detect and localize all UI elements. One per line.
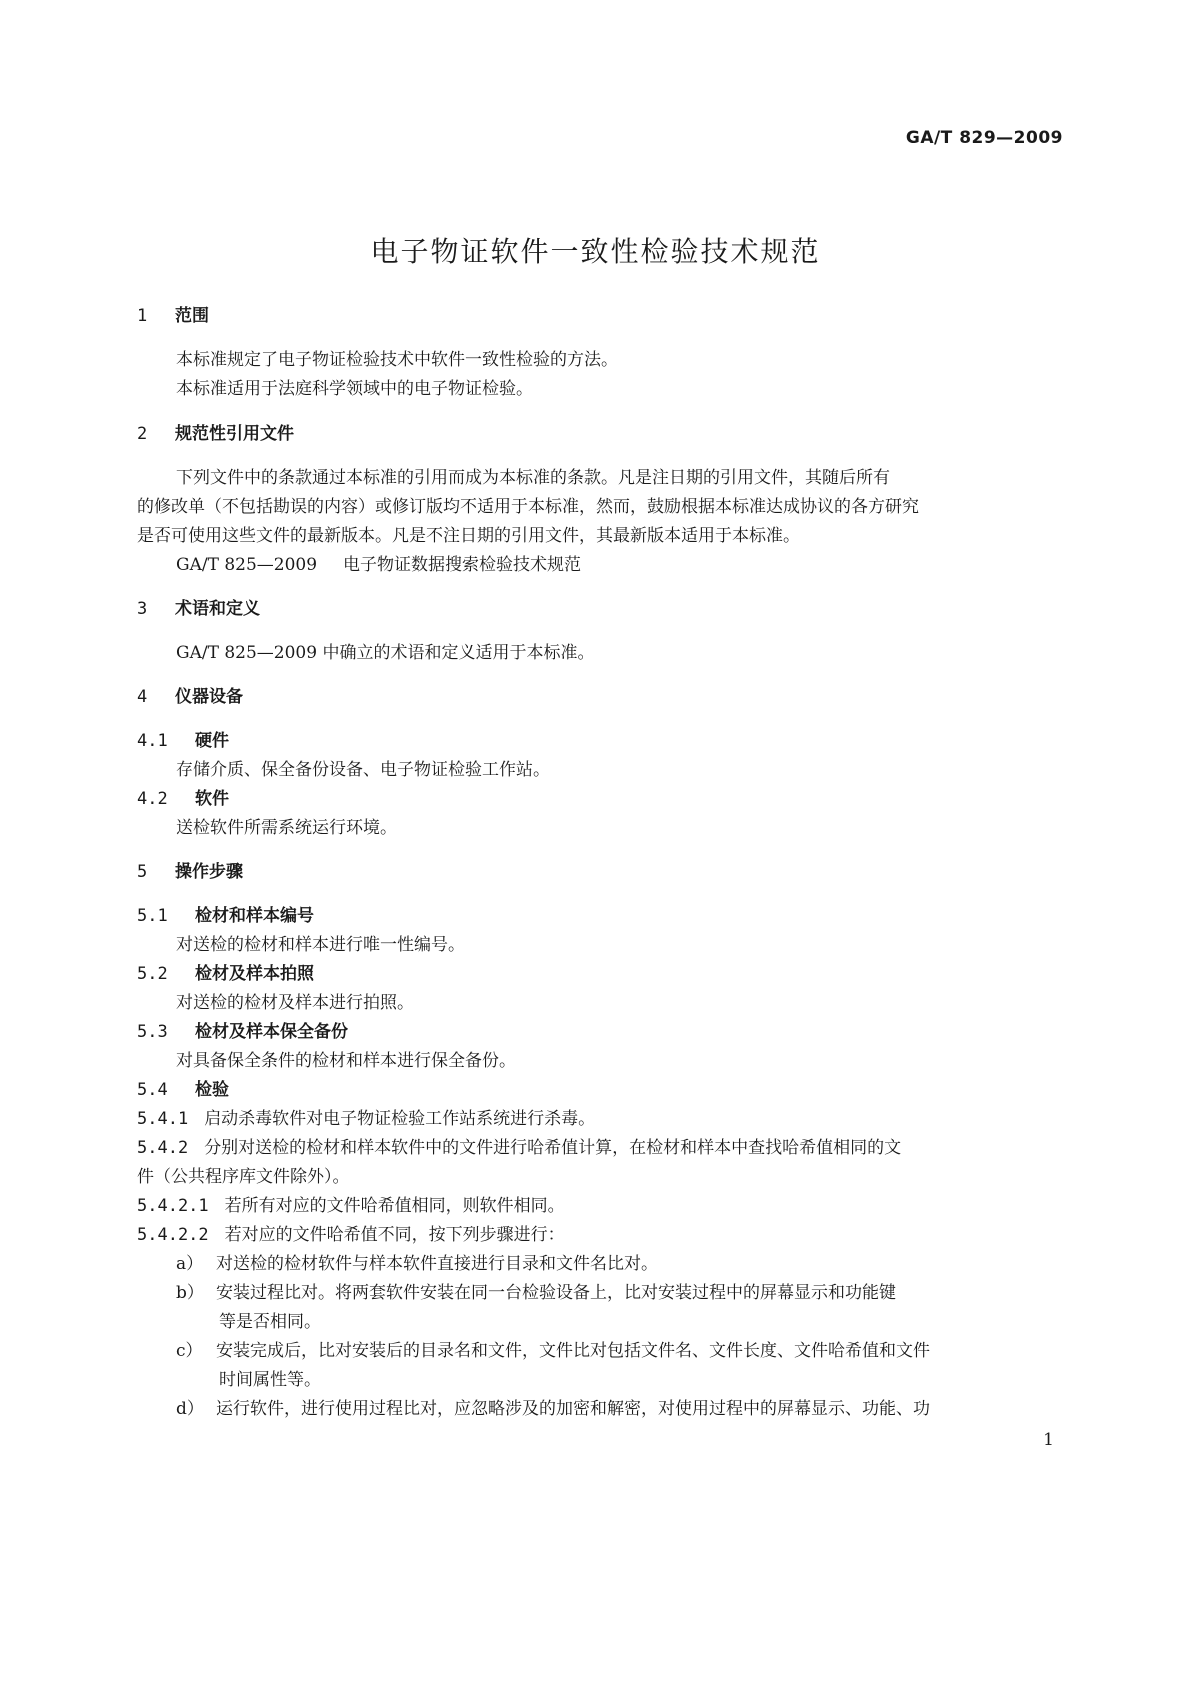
- subsection-number: 4.2: [137, 789, 168, 809]
- subsection-4-1-heading: [137, 727, 229, 755]
- standard-code: GA/T 829—2009: [905, 128, 1063, 148]
- section-1-heading: [137, 302, 209, 330]
- subsection-5-4-heading: [137, 1076, 229, 1104]
- section-2-heading: [137, 420, 294, 448]
- section-number: 4: [137, 687, 148, 707]
- clause-text: 启动杀毒软件对电子物证检验工作站系统进行杀毒。: [204, 1109, 596, 1129]
- reference-code: GA/T 825—2009: [176, 555, 318, 575]
- normative-reference: [176, 551, 581, 579]
- paragraph: 对具备保全条件的检材和样本进行保全备份。: [176, 1051, 516, 1071]
- list-label: c）: [176, 1341, 203, 1361]
- section-number: 1: [137, 306, 148, 326]
- section-title: 仪器设备: [175, 687, 243, 707]
- paragraph: 本标准适用于法庭科学领域中的电子物证检验。: [176, 379, 533, 399]
- subsection-number: 5.3: [137, 1022, 168, 1042]
- section-5-heading: [137, 858, 243, 886]
- clause-5-4-2: [137, 1134, 901, 1162]
- paragraph: 送检软件所需系统运行环境。: [176, 818, 397, 838]
- clause-5-4-2-2: [137, 1221, 565, 1249]
- list-item: [176, 1250, 658, 1278]
- clause-number: 5.4.2.1: [137, 1196, 209, 1216]
- subsection-title: 硬件: [195, 731, 229, 751]
- section-title: 规范性引用文件: [175, 424, 294, 444]
- page-number: 1: [1043, 1430, 1054, 1450]
- paragraph: 对送检的检材和样本进行唯一性编号。: [176, 935, 465, 955]
- subsection-title: 检材和样本编号: [195, 906, 314, 926]
- section-number: 2: [137, 424, 148, 444]
- list-label: b）: [176, 1283, 204, 1303]
- subsection-5-1-heading: [137, 902, 314, 930]
- clause-number: 5.4.2: [137, 1138, 189, 1158]
- list-text: 安装完成后，比对安装后的目录名和文件，文件比对包括文件名、文件长度、文件哈希值和文件: [216, 1341, 930, 1361]
- list-item: [176, 1337, 930, 1365]
- section-3-heading: [137, 595, 260, 623]
- list-item: [176, 1395, 930, 1423]
- subsection-title: 检材及样本保全备份: [195, 1022, 348, 1042]
- subsection-title: 检验: [195, 1080, 229, 1100]
- clause-text: 分别对送检的检材和样本软件中的文件进行哈希值计算，在检材和样本中查找哈希值相同的文: [204, 1138, 902, 1158]
- subsection-number: 5.2: [137, 964, 168, 984]
- subsection-5-3-heading: [137, 1018, 348, 1046]
- list-text: 运行软件，进行使用过程比对，应忽略涉及的加密和解密，对使用过程中的屏幕显示、功能、功: [216, 1399, 930, 1419]
- paragraph: 下列文件中的条款通过本标准的引用而成为本标准的条款。凡是注日期的引用文件，其随后所有: [176, 468, 890, 488]
- section-number: 3: [137, 599, 148, 619]
- clause-continuation: 件（公共程序库文件除外）。: [137, 1167, 350, 1187]
- section-title: 术语和定义: [175, 599, 260, 619]
- subsection-number: 5.4: [137, 1080, 168, 1100]
- list-text: 对送检的检材软件与样本软件直接进行目录和文件名比对。: [216, 1254, 658, 1274]
- list-item: [176, 1279, 896, 1307]
- paragraph: 存储介质、保全备份设备、电子物证检验工作站。: [176, 760, 550, 780]
- reference-title: 电子物证数据搜索检验技术规范: [343, 555, 582, 575]
- list-label: a）: [176, 1254, 204, 1274]
- subsection-4-2-heading: [137, 785, 229, 813]
- subsection-5-2-heading: [137, 960, 314, 988]
- section-title: 操作步骤: [175, 862, 243, 882]
- paragraph: GA/T 825—2009 中确立的术语和定义适用于本标准。: [176, 643, 595, 663]
- subsection-number: 4.1: [137, 731, 168, 751]
- list-item-continuation: 等是否相同。: [219, 1312, 321, 1332]
- list-label: d）: [176, 1399, 204, 1419]
- document-title: 电子物证软件一致性检验技术规范: [370, 235, 821, 268]
- section-title: 范围: [175, 306, 209, 326]
- section-number: 5: [137, 862, 148, 882]
- paragraph-continuation: 的修改单（不包括勘误的内容）或修订版均不适用于本标准，然而，鼓励根据本标准达成协议的各方研究: [137, 497, 919, 517]
- subsection-number: 5.1: [137, 906, 168, 926]
- list-item-continuation: 时间属性等。: [219, 1370, 321, 1390]
- clause-number: 5.4.1: [137, 1109, 189, 1129]
- subsection-title: 软件: [195, 789, 229, 809]
- paragraph: 本标准规定了电子物证检验技术中软件一致性检验的方法。: [176, 350, 618, 370]
- list-text: 安装过程比对。将两套软件安装在同一台检验设备上，比对安装过程中的屏幕显示和功能键: [216, 1283, 896, 1303]
- paragraph: 对送检的检材及样本进行拍照。: [176, 993, 414, 1013]
- clause-text: 若所有对应的文件哈希值相同，则软件相同。: [224, 1196, 565, 1216]
- paragraph-continuation: 是否可使用这些文件的最新版本。凡是不注日期的引用文件，其最新版本适用于本标准。: [137, 526, 800, 546]
- clause-number: 5.4.2.2: [137, 1225, 209, 1245]
- clause-5-4-1: [137, 1105, 595, 1133]
- section-4-heading: [137, 683, 243, 711]
- clause-5-4-2-1: [137, 1192, 565, 1220]
- subsection-title: 检材及样本拍照: [195, 964, 314, 984]
- clause-text: 若对应的文件哈希值不同，按下列步骤进行：: [224, 1225, 565, 1245]
